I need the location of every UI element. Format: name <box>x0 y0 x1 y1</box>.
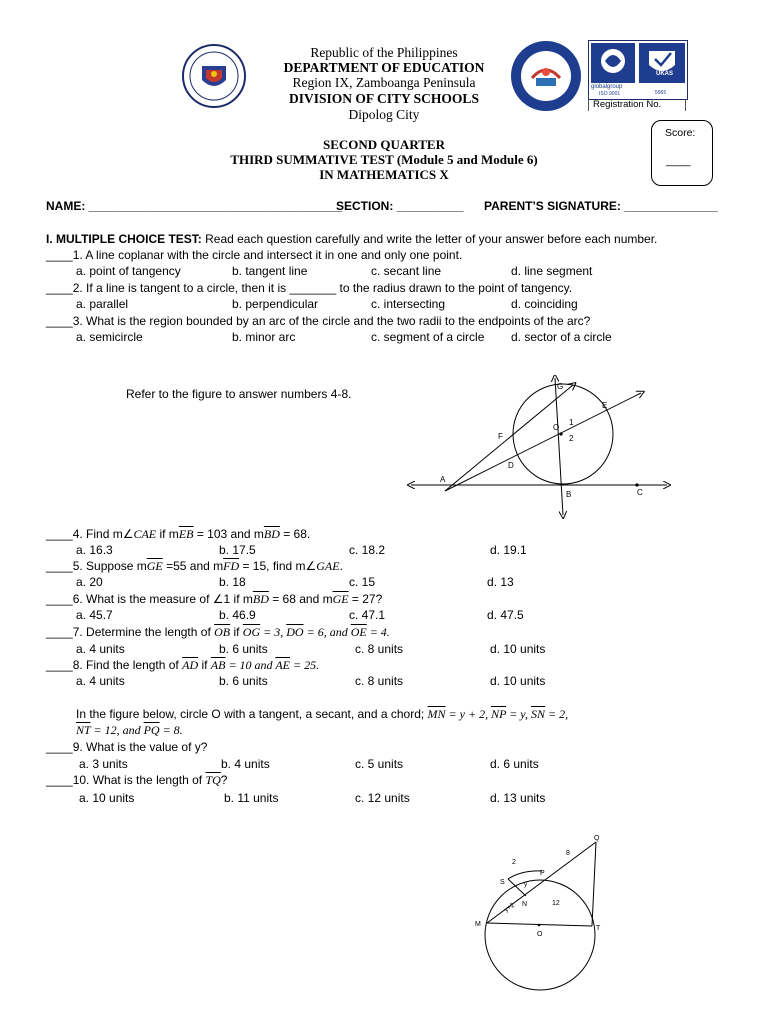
registration-label: Registration No. <box>593 99 662 110</box>
q8-text-pre: ____8. Find the length of <box>46 658 183 672</box>
q3-option-b: b. minor arc <box>232 330 296 344</box>
score-blank: ____ <box>666 155 691 167</box>
arc-sp <box>508 871 542 879</box>
section-field[interactable]: SECTION: __________ <box>336 199 464 213</box>
question-1-stem: ____1. A line coplanar with the circle and intersect it in one and only one point. <box>46 248 463 262</box>
instructions-lead: I. MULTIPLE CHOICE TEST: <box>46 232 202 246</box>
q1-option-b: b. tangent line <box>232 264 308 278</box>
q4-text-mid1: if m <box>156 527 179 541</box>
intro2-seg-sn: $\overline{SN}$ <box>530 707 545 721</box>
center-o2-dot <box>538 924 541 927</box>
q5-option-d: d. 13 <box>487 575 514 589</box>
q6-text-pre: ____6. What is the measure of ∠1 if m <box>46 592 253 606</box>
q7-eq1: = 3, <box>260 625 287 639</box>
intro2-nt-eq: = 12, and <box>90 723 144 737</box>
q5-text-mid2: = 15, find m∠ <box>239 559 317 573</box>
q8-option-c: c. 8 units <box>355 674 404 688</box>
q10-option-d: d. 13 units <box>490 791 546 805</box>
q5-arc-ge: $\overline{GE}$ <box>146 559 163 573</box>
q2-option-a: a. parallel <box>76 297 129 311</box>
fig2-label-y: y <box>524 881 528 888</box>
q4-text-pre: ____4. Find m∠ <box>46 527 134 541</box>
chord-line-gb <box>555 378 563 515</box>
q10-text-post: ? <box>220 773 228 787</box>
q7-eq3: = 4. <box>366 625 390 639</box>
q7-text-mid1: if <box>230 625 243 639</box>
fig1-label-b: B <box>566 490 572 499</box>
header-division: DIVISION OF CITY SCHOOLS <box>289 91 479 106</box>
q4-option-b: b. 17.5 <box>219 543 256 557</box>
q8-seg-ab: $\overline{AB}$ <box>210 658 226 672</box>
q10-seg-tq: $\overline{TQ}$ <box>205 773 221 787</box>
q5-option-b: b. 18 <box>219 575 246 589</box>
figure2-intro-line1 <box>76 706 568 722</box>
q5-option-c: c. 15 <box>349 575 376 589</box>
intro2-np-eq: = y, <box>506 707 531 721</box>
q7-option-d: d. 10 units <box>490 642 546 656</box>
secant-qt <box>592 842 596 926</box>
q2-option-d: d. coinciding <box>511 297 578 311</box>
score-label: Score: <box>665 127 696 139</box>
q6-option-c: c. 47.1 <box>349 608 386 622</box>
q1-option-a: a. point of tangency <box>76 264 181 278</box>
intro2-seg-np: $\overline{NP}$ <box>491 707 507 721</box>
q8-eq1: = 10 and <box>225 658 276 672</box>
cert-text-iso: ISO 9001 <box>599 91 621 97</box>
q9-option-d: d. 6 units <box>490 757 539 771</box>
fig2-label-12: 12 <box>552 900 560 907</box>
q5-angle: GAE <box>316 559 340 573</box>
title-test: THIRD SUMMATIVE TEST (Module 5 and Module 6) <box>230 152 538 167</box>
intro2-text: In the figure below, circle O with a tangent, a secant, and a chord; <box>76 707 428 721</box>
fig2-label-2: 2 <box>512 859 516 866</box>
q3-option-c: c. segment of a circle <box>371 330 485 344</box>
q8-text-mid1: if <box>198 658 211 672</box>
q4-text-post: = 68. <box>279 527 311 541</box>
fig2-label-p: P <box>540 870 545 877</box>
fig2-label-y2: y+2 <box>503 901 516 914</box>
q7-seg-do: $\overline{DO}$ <box>286 625 304 639</box>
q3-option-d: d. sector of a circle <box>511 330 612 344</box>
fig1-label-2: 2 <box>569 434 574 443</box>
fig2-label-s: S <box>500 879 505 886</box>
figure2-intro-line2 <box>76 722 183 738</box>
q5-text-mid1: =55 and m <box>162 559 224 573</box>
q8-option-b: b. 6 units <box>219 674 268 688</box>
q4-option-d: d. 19.1 <box>490 543 527 557</box>
q6-arc-ge: $\overline{GE}$ <box>332 592 349 606</box>
header-department: DEPARTMENT OF EDUCATION <box>283 60 485 75</box>
fig2-label-n: N <box>522 901 528 908</box>
question-2-stem: ____2. If a line is tangent to a circle, then it is _______ to the radius drawn to the point of tangency. <box>46 281 573 295</box>
title-subject: IN MATHEMATICS X <box>319 167 449 182</box>
fig2-label-q: Q <box>594 835 600 842</box>
question-9-stem: ____9. What is the value of y? <box>46 740 208 754</box>
intro2-sn-eq: = 2, <box>544 707 569 721</box>
q8-eq2: = 25. <box>290 658 320 672</box>
question-7-stem <box>46 624 390 640</box>
q5-option-a: a. 20 <box>76 575 103 589</box>
figure-circle-tangent-secant-chord <box>470 830 620 1000</box>
fig2-label-8: 8 <box>566 850 570 857</box>
refer-figure-instruction: Refer to the figure to answer numbers 4-8. <box>126 387 352 401</box>
fig1-label-1: 1 <box>569 418 574 427</box>
q1-option-c: c. secant line <box>371 264 442 278</box>
q7-eq2: = 6, and <box>303 625 351 639</box>
fig2-label-t: T <box>596 925 601 932</box>
q8-option-d: d. 10 units <box>490 674 546 688</box>
q2-option-b: b. perpendicular <box>232 297 319 311</box>
fig1-label-e: E <box>602 401 608 410</box>
q7-option-c: c. 8 units <box>355 642 404 656</box>
question-4-stem <box>46 526 310 542</box>
title-quarter: SECOND QUARTER <box>323 137 445 152</box>
header-republic: Republic of the Philippines <box>310 45 458 60</box>
q9-option-b: b. 4 units <box>221 757 270 771</box>
q7-seg-oe: $\overline{OE}$ <box>350 625 367 639</box>
q5-arc-fd: $\overline{FD}$ <box>223 559 240 573</box>
q6-text-post: = 27? <box>348 592 383 606</box>
fig1-label-a: A <box>440 475 446 484</box>
question-5-stem <box>46 558 343 574</box>
instructions <box>46 231 657 247</box>
q10-option-b: b. 11 units <box>224 791 279 805</box>
q6-option-a: a. 45.7 <box>76 608 113 622</box>
cert-text-globalgroup: globalgroup <box>591 84 623 90</box>
cert-text-number: 5965 <box>655 90 667 96</box>
parent-signature-field[interactable]: PARENT’S SIGNATURE: ______________ <box>484 199 718 213</box>
q7-option-a: a. 4 units <box>76 642 125 656</box>
q4-text-mid2: = 103 and m <box>193 527 264 541</box>
center-o-dot <box>559 432 562 435</box>
fig1-label-d: D <box>508 461 514 470</box>
circle-o <box>513 384 613 484</box>
q10-text-pre: ____10. What is the length of <box>46 773 206 787</box>
q8-seg-ae: $\overline{AE}$ <box>275 658 291 672</box>
q9-option-c: c. 5 units <box>355 757 404 771</box>
q4-option-a: a. 16.3 <box>76 543 113 557</box>
header-region: Region IX, Zamboanga Peninsula <box>292 75 476 90</box>
q4-option-c: c. 18.2 <box>349 543 386 557</box>
q6-option-b: b. 46.9 <box>219 608 256 622</box>
name-field[interactable]: NAME: ______________________________________ <box>46 199 343 213</box>
fig1-label-g: G <box>557 382 564 391</box>
q1-option-d: d. line segment <box>511 264 593 278</box>
fig1-label-o: O <box>553 423 560 432</box>
intro2-mn-eq: = y + 2, <box>445 707 492 721</box>
q6-arc-bd: $\overline{BD}$ <box>252 592 269 606</box>
intro2-seg-pq: $\overline{PQ}$ <box>143 723 160 737</box>
q8-option-a: a. 4 units <box>76 674 125 688</box>
q6-option-d: d. 47.5 <box>487 608 524 622</box>
intro2-seg-nt: $\overline{NT}$ <box>76 723 91 737</box>
q4-arc-eb: $\overline{EB}$ <box>178 527 194 541</box>
figure-circle-secants <box>405 375 675 520</box>
instructions-text: Read each question carefully and write the letter of your answer before each number. <box>201 232 658 246</box>
point-c-dot <box>635 483 638 486</box>
intro2-pq-eq: = 8. <box>159 723 183 737</box>
question-10-stem <box>46 772 227 788</box>
cert-text-ukas: UKAS <box>656 71 674 77</box>
q10-option-c: c. 12 units <box>355 791 410 805</box>
q7-seg-ob: $\overline{OB}$ <box>214 625 231 639</box>
q3-option-a: a. semicircle <box>76 330 143 344</box>
fig2-label-o: O <box>537 931 543 938</box>
question-3-stem: ____3. What is the region bounded by an arc of the circle and the two radii to the endpoints of the arc? <box>46 314 591 328</box>
q4-arc-bd: $\overline{BD}$ <box>263 527 280 541</box>
q7-seg-og: $\overline{OG}$ <box>242 625 261 639</box>
question-8-stem <box>46 657 319 673</box>
secant-ag <box>445 385 573 491</box>
q10-option-a: a. 10 units <box>79 791 135 805</box>
q9-option-a: a. 3 units <box>79 757 128 771</box>
q7-text-pre: ____7. Determine the length of <box>46 625 215 639</box>
fig2-label-m: M <box>475 921 481 928</box>
q6-text-mid1: = 68 and m <box>268 592 333 606</box>
q8-seg-ad: $\overline{AD}$ <box>182 658 199 672</box>
q5-text-pre: ____5. Suppose m <box>46 559 147 573</box>
intro2-seg-mn: $\overline{MN}$ <box>427 707 446 721</box>
q4-angle: CAE <box>133 527 157 541</box>
q2-option-c: c. intersecting <box>371 297 446 311</box>
header-city: Dipolog City <box>348 107 420 122</box>
secant-ae <box>445 393 641 491</box>
fig1-label-c: C <box>637 488 643 497</box>
fig1-label-f: F <box>498 432 503 441</box>
q7-option-b: b. 6 units <box>219 642 268 656</box>
question-6-stem <box>46 591 382 607</box>
q5-text-post: . <box>339 559 343 573</box>
